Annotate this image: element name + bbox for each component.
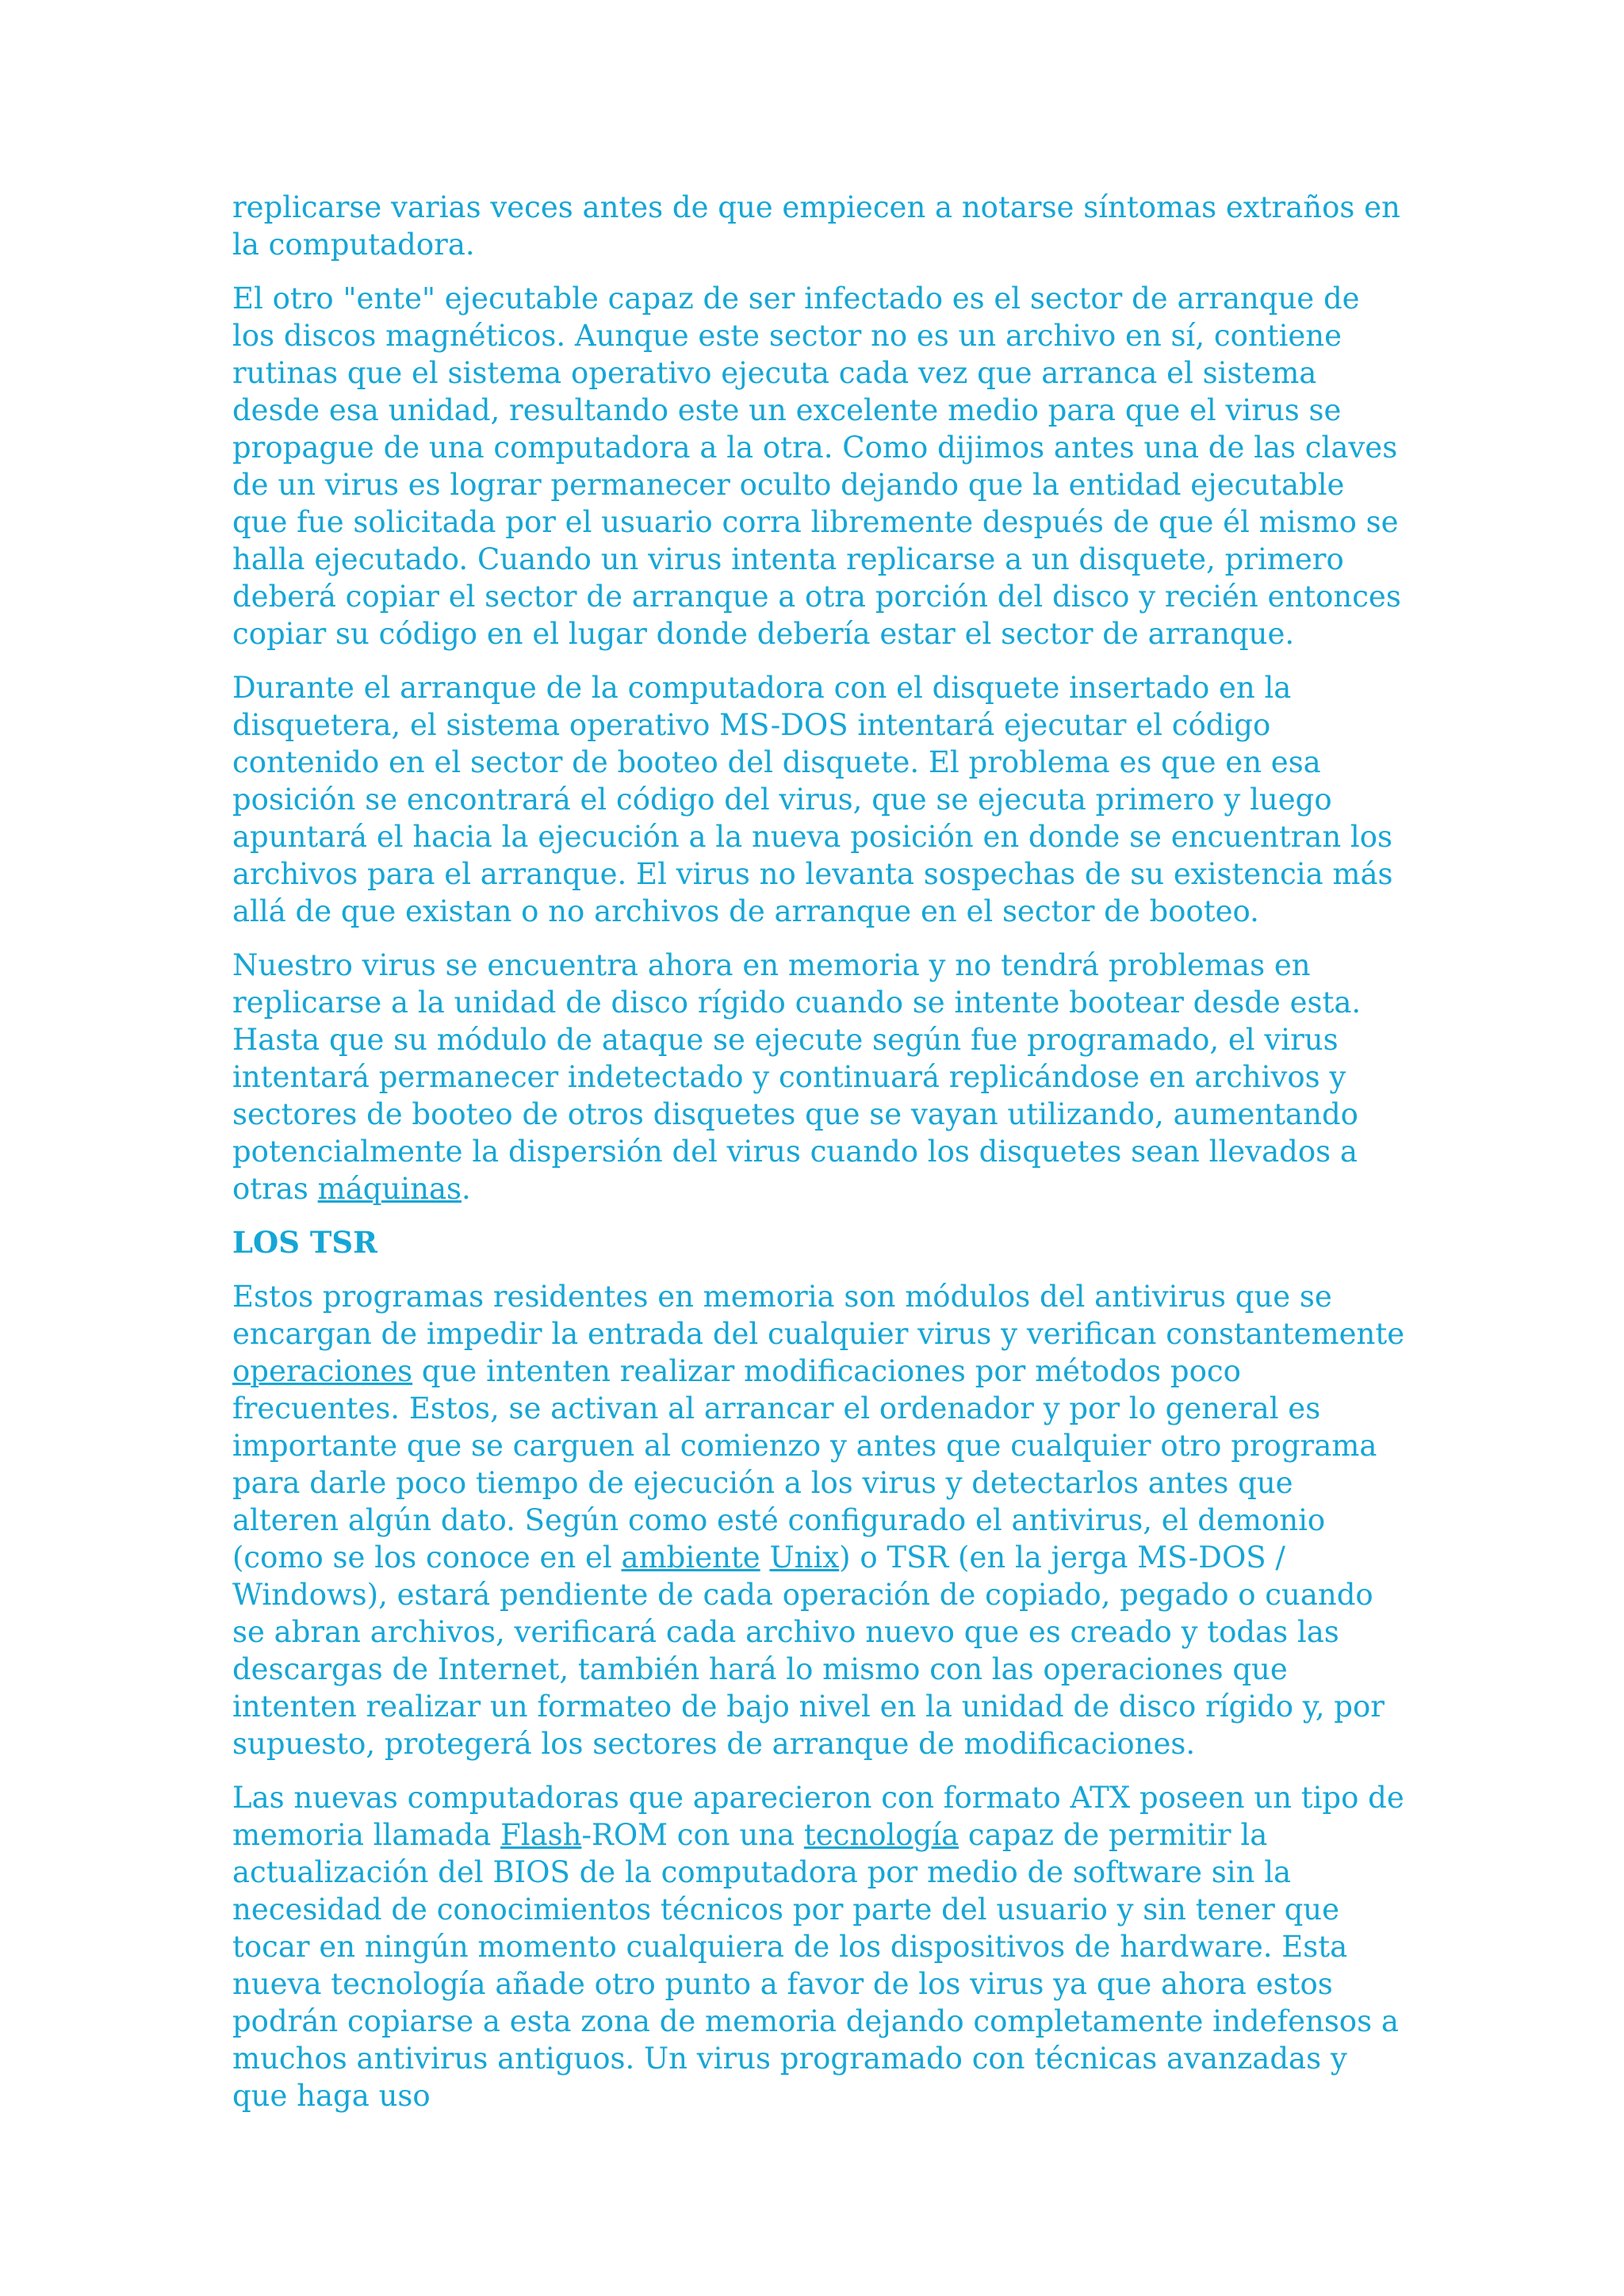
paragraph-1-text: replicarse varias veces antes de que empiecen a notarse síntomas extraños en la computadora. <box>232 190 1400 262</box>
paragraph-5-text-b: que intenten realizar modificaciones por métodos poco frecuentes. Estos, se activan al arrancar el ordenador y por lo general es importante que se carguen al comienzo y antes que cualquier otro programa para darle poco tiempo de ejecución a los virus y detectarlos antes que alteren algún dato. Según como esté configurado el antivirus, el demonio (como se los conoce en el <box>232 1354 1377 1575</box>
paragraph-5 <box>232 1278 1406 1762</box>
paragraph-3-text: Durante el arranque de la computadora con el disquete insertado en la disquetera, el sistema operativo MS-DOS intentará ejecutar el código contenido en el sector de booteo del disquete. El problema es que en esa posición se encontrará el código del virus, que se ejecuta primero y luego apuntará el hacia la ejecución a la nueva posición en donde se encuentran los archivos para el arranque. El virus no levanta sospechas de su existencia más allá de que existan o no archivos de arranque en el sector de booteo. <box>232 671 1393 928</box>
paragraph-6-text-a: Las nuevas computadoras que aparecieron con formato ATX poseen un tipo de memoria llamada <box>232 1781 1404 1852</box>
paragraph-4-text: Nuestro virus se encuentra ahora en memoria y no tendrá problemas en replicarse a la unidad de disco rígido cuando se intente bootear desde esta. Hasta que su módulo de ataque se ejecute según fue programado, el virus intentará permanecer indetectado y continuará replicándose en archivos y sectores de booteo de otros disquetes que se vayan utilizando, aumentando potencialmente la dispersión del virus cuando los disquetes sean llevados a otras <box>232 948 1362 1206</box>
paragraph-6 <box>232 1779 1406 2114</box>
link-maquinas[interactable]: máquinas <box>317 1172 462 1206</box>
paragraph-5-text-a: Estos programas residentes en memoria son módulos del antivirus que se encargan de impedir la entrada del cualquier virus y verifican constantemente <box>232 1280 1405 1351</box>
link-operaciones[interactable]: operaciones <box>232 1354 413 1388</box>
document-page <box>232 189 1406 2131</box>
paragraph-4 <box>232 947 1406 1207</box>
section-heading: LOS TSR <box>232 1225 377 1260</box>
link-tecnologia[interactable]: tecnología <box>803 1818 959 1852</box>
paragraph-2-text: El otro "ente" ejecutable capaz de ser infectado es el sector de arranque de los discos magnéticos. Aunque este sector no es un archivo en sí, contiene rutinas que el sistema operativo ejecuta cada vez que arranca el sistema desde esa unidad, resultando este un excelente medio para que el virus se propague de una computadora a la otra. Como dijimos antes una de las claves de un virus es lograr permanecer oculto dejando que la entidad ejecutable que fue solicitada por el usuario corra libremente después de que él mismo se halla ejecutado. Cuando un virus intenta replicarse a un disquete, primero deberá copiar el sector de arranque a otra porción del disco y recién entonces copiar su código en el lugar donde debería estar el sector de arranque. <box>232 281 1401 651</box>
link-ambiente[interactable]: ambiente <box>621 1540 760 1575</box>
paragraph-2 <box>232 280 1406 652</box>
link-unix[interactable]: Unix <box>769 1540 840 1575</box>
paragraph-5-text-d: ) o TSR (en la jerga MS-DOS / Windows), estará pendiente de cada operación de copiado, pegado o cuando se abran archivos, verificará cada archivo nuevo que es creado y todas las descargas de Internet, también hará lo mismo con las operaciones que intenten realizar un formateo de bajo nivel en la unidad de disco rígido y, por supuesto, protegerá los sectores de arranque de modificaciones. <box>232 1540 1385 1761</box>
paragraph-3 <box>232 669 1406 930</box>
link-flash[interactable]: Flash <box>500 1818 582 1852</box>
paragraph-5-space <box>760 1540 770 1575</box>
paragraph-4-end: . <box>462 1172 471 1206</box>
paragraph-6-text-b: -ROM con una <box>581 1818 804 1852</box>
paragraph-6-text-c: capaz de permitir la actualización del BIOS de la computadora por medio de software sin la necesidad de conocimientos técnicos por parte del usuario y sin tener que tocar en ningún momento cualquiera de los dispositivos de hardware. Esta nueva tecnología añade otro punto a favor de los virus ya que ahora estos podrán copiarse a esta zona de memoria dejando completamente indefensos a muchos antivirus antiguos. Un virus programado con técnicas avanzadas y que haga uso <box>232 1818 1399 2113</box>
paragraph-1 <box>232 189 1406 263</box>
